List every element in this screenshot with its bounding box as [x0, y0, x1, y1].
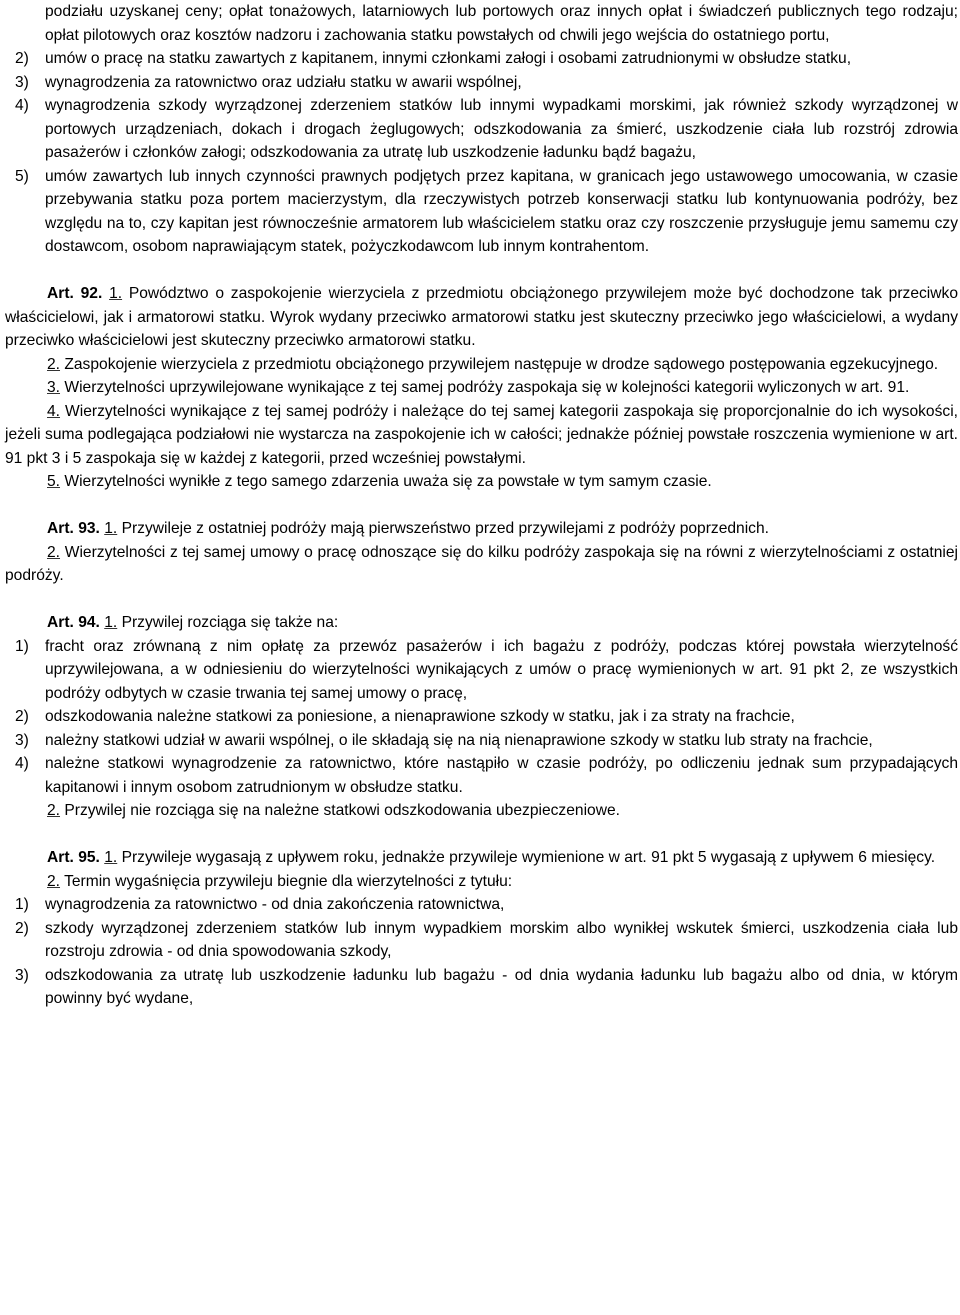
- spacer: [5, 588, 958, 612]
- list-item-number: 3): [15, 73, 29, 91]
- paragraph-number: 2.: [47, 802, 61, 819]
- list-item: [5, 165, 958, 259]
- paragraph-number: 3.: [47, 379, 61, 396]
- article-label: Art. 92.: [47, 285, 103, 302]
- list-item-continuation: podziału uzyskanej ceny; opłat tonażowych, latarniowych lub portowych oraz innych opłat i świadczeń publicznych tego rodzaju; opłat pilotowych oraz kosztów nadzoru i zachowania statku powstałych od chwili jego wejścia do ostatniego portu,: [45, 3, 958, 44]
- list-item-number: 4): [15, 755, 29, 772]
- paragraph-number: 2.: [47, 355, 61, 373]
- list-item-text: odszkodowania należne statkowi za poniesione, a nienaprawione szkody w statku, jak i za straty na frachcie,: [45, 708, 795, 725]
- article-92-para-1: [5, 282, 958, 353]
- list-item-number: 1): [15, 637, 29, 655]
- article-92-para-2: [5, 353, 958, 377]
- paragraph-text: Przywilej nie rozciąga się na należne statkowi odszkodowania ubezpieczeniowe.: [60, 802, 620, 819]
- list-item-text: należny statkowi udział w awarii wspólnej, o ile składają się na nią nienaprawione szkody w statku lub straty na frachcie,: [45, 731, 873, 749]
- list-item-text: fracht oraz zrównaną z nim opłatę za przewóz pasażerów i ich bagażu z podróży, podczas której powstała wierzytelność uprzywilejowana, a w odniesieniu do wierzytelności wynikających z umów o pracę wymienionych w art. 91 pkt 2, ze wszystkich podróży odbytych w czasie trwania tej samej umowy o pracę,: [45, 637, 958, 702]
- list-item-text: umów zawartych lub innych czynności prawnych podjętych przez kapitana, w granicach jego ustawowego umocowania, w czasie przebywania statku poza portem macierzystym, dla rzeczywistych potrzeb konserwacji statku lub kontynuowania podróży, bez względu na to, czy kapitan jest równocześnie armatorem lub właścicielem statku oraz czy roszczenie przysługuje jemu samemu czy dostawcom, osobom naprawiającym statek, pożyczkodawcom lub innym kontrahentom.: [45, 167, 958, 255]
- list-item-text: wynagrodzenia za ratownictwo - od dnia zakończenia ratownictwa,: [45, 896, 505, 913]
- list-item-text: umów o pracę na statku zawartych z kapitanem, innymi członkami załogi i osobami zatrudnionymi w obsłudze statku,: [45, 50, 852, 67]
- paragraph-number: 2.: [47, 872, 61, 890]
- article-92-para-3: [5, 376, 958, 400]
- paragraph-text: Termin wygaśnięcia przywileju biegnie dla wierzytelności z tytułu:: [60, 872, 513, 890]
- list-item-number: 2): [15, 50, 29, 67]
- paragraph-text: Przywilej rozciąga się także na:: [117, 614, 339, 631]
- article-95-para-1: [5, 846, 958, 870]
- article-label: Art. 94.: [47, 614, 100, 631]
- list-item-text: szkody wyrządzonej zderzeniem statków lub innym wypadkiem morskim albo wynikłej wskutek śmierci, uszkodzenia ciała lub rozstroju zdrowia - od dnia spowodowania szkody,: [45, 919, 958, 960]
- paragraph-text: Wierzytelności z tej samej umowy o pracę odnoszące się do kilku podróży zaspokaja się na równi z wierzytelnościami z ostatniej podróży.: [5, 543, 958, 584]
- article-label: Art. 93.: [47, 520, 100, 537]
- paragraph-text: Wierzytelności uprzywilejowane wynikające z tej samej podróży zaspokaja się w kolejności kategorii wyliczonych w art. 91.: [60, 379, 910, 396]
- article-label: Art. 95.: [47, 849, 100, 866]
- article-93-para-2: [5, 541, 958, 588]
- paragraph-text: Wierzytelności wynikłe z tego samego zdarzenia uważa się za powstałe w tym samym czasie.: [60, 473, 712, 490]
- list-item-number: 2): [15, 708, 29, 725]
- list-item: [5, 964, 958, 1011]
- list-item-text: wynagrodzenia szkody wyrządzonej zderzeniem statków lub innymi wypadkami morskimi, jak również szkody wyrządzonej w portowych urządzeniach, dokach i drogach żeglugowych; odszkodowania za śmierć, uszkodzenie ciała lub rozstrój zdrowia pasażerów i członków załogi; odszkodowania za utratę lub uszkodzenie ładunku bądź bagażu,: [45, 97, 958, 161]
- spacer: [5, 259, 958, 283]
- paragraph-text: Zaspokojenie wierzyciela z przedmiotu obciążonego przywilejem następuje w drodze sądowego postępowania egzekucyjnego.: [60, 355, 939, 373]
- list-item-number: 4): [15, 97, 29, 114]
- list-item-number: 3): [15, 731, 29, 749]
- paragraph-number: 1.: [104, 520, 118, 537]
- list-item: [5, 47, 958, 71]
- article-94-para-1: [5, 611, 958, 635]
- list-item: [5, 705, 958, 729]
- document-page: [5, 0, 958, 1011]
- list-item-text: odszkodowania za utratę lub uszkodzenie ładunku lub bagażu - od dnia wydania ładunku lub bagażu albo od dnia, w którym powinny być wydane,: [45, 966, 958, 1007]
- paragraph-number: 1.: [104, 614, 118, 631]
- article-94-para-2: [5, 799, 958, 823]
- paragraph-text: Powództwo o zaspokojenie wierzyciela z przedmiotu obciążonego przywilejem może być dochodzone tak przeciwko właścicielowi, jak i armatorowi statku. Wyrok wydany przeciwko armatorowi statku jest skuteczny przeciwko jego właścicielowi, a wydany przeciwko właścicielowi jest skuteczny przeciwko armatorowi statku.: [5, 285, 958, 349]
- paragraph-text: Przywileje z ostatniej podróży mają pierwszeństwo przed przywilejami z podróży poprzednich.: [117, 520, 769, 537]
- paragraph-number: 5.: [47, 473, 61, 490]
- list-item-text: należne statkowi wynagrodzenie za ratownictwo, które nastąpiło w czasie podróży, po odliczeniu jednak sum przypadających kapitanowi i innym osobom zatrudnionym w obsłudze statku.: [45, 755, 958, 796]
- list-item: [5, 635, 958, 706]
- list-item: [5, 729, 958, 753]
- article-95-para-2: [5, 870, 958, 894]
- paragraph-number: 2.: [47, 543, 61, 561]
- spacer: [5, 823, 958, 847]
- paragraph-text: Wierzytelności wynikające z tej samej podróży i należące do tej samej kategorii zaspokaja się proporcjonalnie do ich wysokości, jeżeli suma podlegająca podziałowi nie wystarcza na zaspokojenie ich w całości; jednakże później powstałe roszczenia wymienione w art. 91 pkt 3 i 5 zaspokaja się w każdej z kategorii, przed wcześniej powstałymi.: [5, 402, 958, 467]
- list-item-number: 3): [15, 966, 29, 984]
- list-item: [5, 94, 958, 165]
- list-item: [5, 893, 958, 917]
- list-item-number: 5): [15, 167, 29, 185]
- spacer: [5, 494, 958, 518]
- list-item-number: 1): [15, 896, 29, 913]
- list-item-text: wynagrodzenia za ratownictwo oraz udziału statku w awarii wspólnej,: [45, 73, 522, 91]
- paragraph-number: 4.: [47, 402, 61, 420]
- article-92-para-4: [5, 400, 958, 471]
- article-93-para-1: [5, 517, 958, 541]
- list-item: [5, 752, 958, 799]
- paragraph-text: Przywileje wygasają z upływem roku, jednakże przywileje wymienione w art. 91 pkt 5 wygasają z upływem 6 miesięcy.: [117, 849, 936, 866]
- list-item: [5, 71, 958, 95]
- list-item: [5, 917, 958, 964]
- article-92-para-5: [5, 470, 958, 494]
- list-item-number: 2): [15, 919, 29, 937]
- paragraph-number: 1.: [109, 285, 123, 302]
- paragraph-number: 1.: [104, 849, 118, 866]
